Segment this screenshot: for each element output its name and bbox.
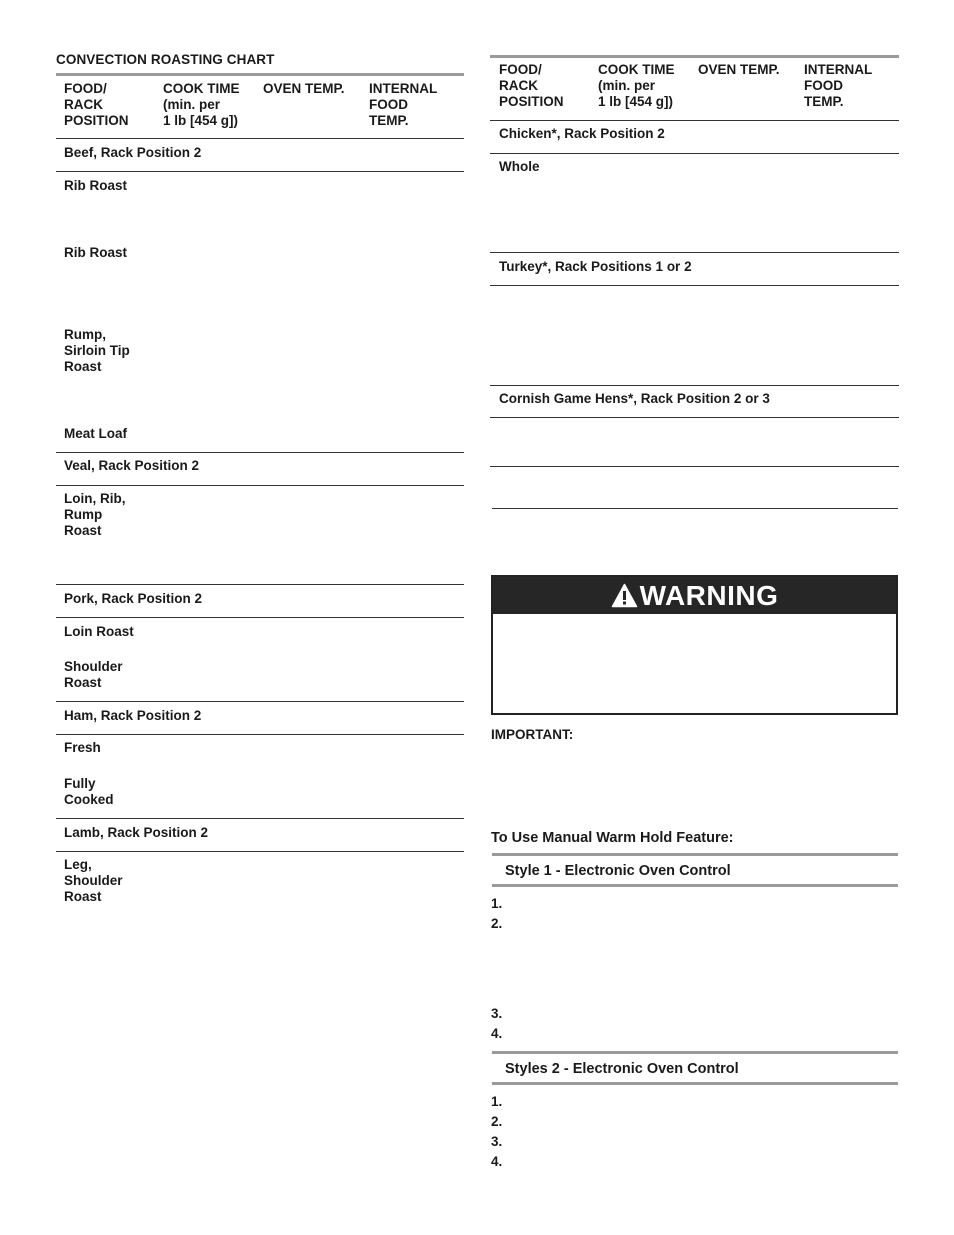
row-fully-cooked: Fully Cooked bbox=[64, 776, 114, 807]
row-rib-roast: Rib Roast bbox=[64, 178, 128, 193]
style2-top-rule bbox=[492, 1051, 898, 1054]
header-cook-time: COOK TIME (min. per 1 lb [454 g]) bbox=[598, 62, 675, 109]
section-cornish-hens: Cornish Game Hens*, Rack Position 2 or 3 bbox=[499, 391, 770, 406]
row-divider bbox=[490, 252, 899, 253]
style2-step-1: 1. bbox=[491, 1094, 503, 1109]
style1-step-2: 2. bbox=[491, 916, 503, 931]
header-food-rack: FOOD/ RACK POSITION bbox=[499, 62, 564, 109]
row-divider bbox=[56, 171, 464, 172]
row-shoulder-roast: Shoulder Roast bbox=[64, 659, 123, 690]
chart-title: CONVECTION ROASTING CHART bbox=[56, 52, 275, 67]
row-divider bbox=[490, 466, 899, 467]
style1-step-4: 4. bbox=[491, 1026, 503, 1041]
header-cook-time: COOK TIME (min. per 1 lb [454 g]) bbox=[163, 81, 240, 128]
warning-triangle-icon bbox=[611, 583, 638, 608]
header-food-rack: FOOD/ RACK POSITION bbox=[64, 81, 129, 128]
row-meat-loaf: Meat Loaf bbox=[64, 426, 128, 441]
section-pork: Pork, Rack Position 2 bbox=[64, 591, 203, 606]
style2-label: Styles 2 - Electronic Oven Control bbox=[505, 1061, 739, 1077]
section-ham: Ham, Rack Position 2 bbox=[64, 708, 202, 723]
warning-heading: WARNING bbox=[639, 580, 779, 611]
row-divider bbox=[490, 385, 899, 386]
row-rib-roast: Rib Roast bbox=[64, 245, 128, 260]
row-divider bbox=[56, 734, 464, 735]
row-divider bbox=[56, 138, 464, 139]
style2-step-3: 3. bbox=[491, 1134, 503, 1149]
header-oven-temp: OVEN TEMP. bbox=[263, 81, 345, 96]
row-divider bbox=[56, 452, 464, 453]
important-label: IMPORTANT: bbox=[491, 727, 574, 742]
row-divider bbox=[56, 701, 464, 702]
style2-step-2: 2. bbox=[491, 1114, 503, 1129]
row-divider bbox=[490, 417, 899, 418]
style2-bottom-rule bbox=[492, 1082, 898, 1085]
warning-box bbox=[491, 575, 898, 715]
row-rump-sirloin-roast: Rump, Sirloin Tip Roast bbox=[64, 327, 130, 374]
row-divider bbox=[56, 851, 464, 852]
section-beef: Beef, Rack Position 2 bbox=[64, 145, 202, 160]
section-turkey: Turkey*, Rack Positions 1 or 2 bbox=[499, 259, 692, 274]
section-lamb: Lamb, Rack Position 2 bbox=[64, 825, 209, 840]
row-leg-shoulder-roast: Leg, Shoulder Roast bbox=[64, 857, 123, 904]
table-top-rule bbox=[490, 55, 899, 58]
row-divider bbox=[490, 153, 899, 154]
style1-step-3: 3. bbox=[491, 1006, 503, 1021]
row-divider bbox=[490, 120, 899, 121]
row-loin-roast: Loin Roast bbox=[64, 624, 134, 639]
warning-header bbox=[493, 577, 896, 614]
style1-bottom-rule bbox=[492, 884, 898, 887]
row-loin-rib-rump-roast: Loin, Rib, Rump Roast bbox=[64, 491, 126, 538]
style1-label: Style 1 - Electronic Oven Control bbox=[505, 863, 731, 879]
section-veal: Veal, Rack Position 2 bbox=[64, 458, 200, 473]
row-divider bbox=[56, 584, 464, 585]
row-divider bbox=[56, 485, 464, 486]
header-oven-temp: OVEN TEMP. bbox=[698, 62, 780, 77]
header-internal-temp: INTERNAL FOOD TEMP. bbox=[369, 81, 438, 128]
style1-step-1: 1. bbox=[491, 896, 503, 911]
header-internal-temp: INTERNAL FOOD TEMP. bbox=[804, 62, 873, 109]
row-fresh: Fresh bbox=[64, 740, 101, 755]
row-divider bbox=[56, 818, 464, 819]
row-divider bbox=[490, 285, 899, 286]
table-top-rule bbox=[56, 73, 464, 76]
row-divider bbox=[56, 617, 464, 618]
style2-step-4: 4. bbox=[491, 1154, 503, 1169]
style1-top-rule bbox=[492, 853, 898, 856]
section-chicken: Chicken*, Rack Position 2 bbox=[499, 126, 665, 141]
row-whole: Whole bbox=[499, 159, 540, 174]
row-divider bbox=[492, 508, 898, 509]
warm-hold-heading: To Use Manual Warm Hold Feature: bbox=[491, 830, 734, 846]
